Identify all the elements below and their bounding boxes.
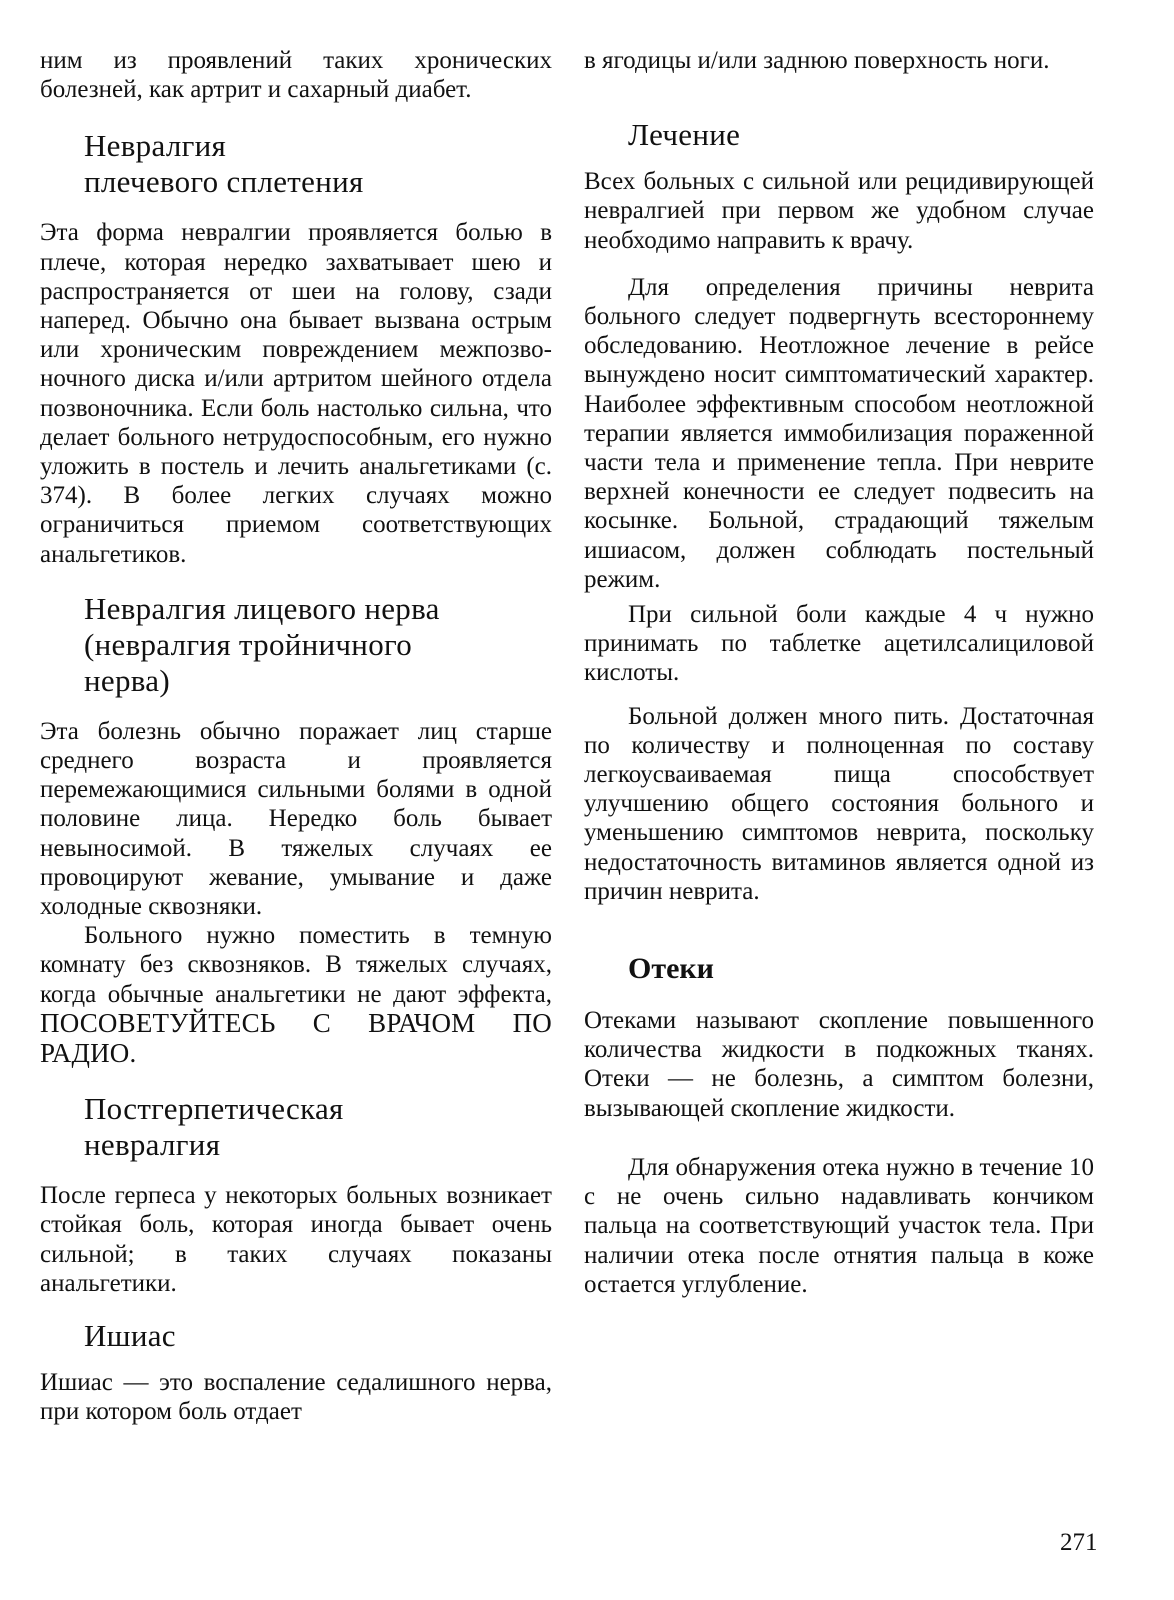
paragraph: Для определения причины неврита больного следует подвергнуть всестороннему обследованию. Неотложное лечение в рейсе вынуждено носит симптоматический характер. Наиболее эффективным способом неотложной терапии является иммобилизация пораженной части тела и применение тепла. При неврите верхней конечности ее следует подвесить на косынке. Больной, страдающий тяжелым ишиасом, должен соблюдать постельный режим. [584,273,1094,593]
paragraph: При сильной боли каждые 4 ч нужно принимать по таблетке ацетилсалициловой кислоты. [584,601,1094,687]
left-column [40,46,552,1427]
paragraph: После герпеса у некоторых больных возникает стойкая боль, которая иногда бывает очень сильной; в таких случаях показаны анальгетики. [40,1182,552,1297]
heading-postherpetic-neuralgia [40,1091,552,1163]
page-number: 271 [1060,1529,1098,1556]
paragraph: Отеками называют скопление повышенного количества жидкости в подкожных тканях. Отеки — не болезнь, а симптом болезни, вызывающей скопление жидкости. [584,1007,1094,1122]
heading-line: Постгерпетическая [84,1091,344,1127]
right-column [584,46,1094,1299]
heading-line: невралгия [84,1127,221,1163]
paragraph: Больной должен много пить. Достаточная по количеству и полноценная по составу легкоусваиваемая пища способствует улучшению общего состояния больного и уменьшению симптомов неврита, поскольку недостаточность витаминов является одной из причин неврита. [584,702,1094,905]
heading-brachial-plexus-neuralgia [40,128,552,200]
paragraph-text: Больного нужно поместить в темную комнату без сквозняков. В тяжелых случаях, когда обычные анальгетики не дают эффекта, [40,922,552,1008]
intro-paragraph: ним из проявлений таких хронических болезней, как артрит и сахарный диабет. [40,47,552,104]
paragraph: Для обнаружения отека нужно в течение 10 с не очень сильно надавливать кончиком пальца на соответствующий участок тела. При наличии отека после отнятия пальца в коже остается углубление. [584,1153,1094,1298]
paragraph [40,921,552,1069]
heading-edema: Отеки [628,952,714,986]
heading-line: Невралгия [84,128,227,164]
heading-sciatica: Ишиас [84,1318,176,1354]
radio-advice-caps: ПОСОВЕТУЙТЕСЬ С ВРАЧОМ ПО РАДИО. [40,1007,552,1069]
continued-paragraph: в ягодицы и/или заднюю поверхность ноги. [584,47,1050,74]
paragraph: Ишиас — это воспаление седалишного нерва, при котором боль отдает [40,1369,552,1426]
heading-line: (невралгия тройничного [84,626,413,662]
heading-line: нерва) [84,662,170,698]
paragraph: Эта болезнь обычно поражает лиц старше среднего возраста и проявляется перемежающимися сильными болями в одной половине лица. Нередко боль бывает невыносимой. В тяжелых случаях ее провоцируют жевание, умывание и даже холодные сквозняки. [40,717,552,921]
paragraph: Всех больных с сильной или рецидивирующей невралгией при первом же удобном случае необходимо направить к врачу. [584,168,1094,254]
heading-line: Невралгия лицевого нерва [84,590,440,626]
heading-facial-nerve-neuralgia [40,591,552,699]
heading-treatment: Лечение [628,117,741,153]
heading-line: плечевого сплетения [84,164,364,200]
paragraph: Эта форма невралгии проявляется болью в плече, которая нередко захватывает шею и распространяется от шеи на голову, сзади наперед. Обычно она бывает вызвана острым или хроническим повреждением межпозвоночного диска и/или артритом шейного отдела позвоночника. Если боль настолько сильна, что делает больного нетрудоспособным, его нужно уложить в постель и лечить анальгетиками (с. 374). В более легких случаях можно ограничиться приемом соответствующих анальгетиков. [40,219,552,568]
